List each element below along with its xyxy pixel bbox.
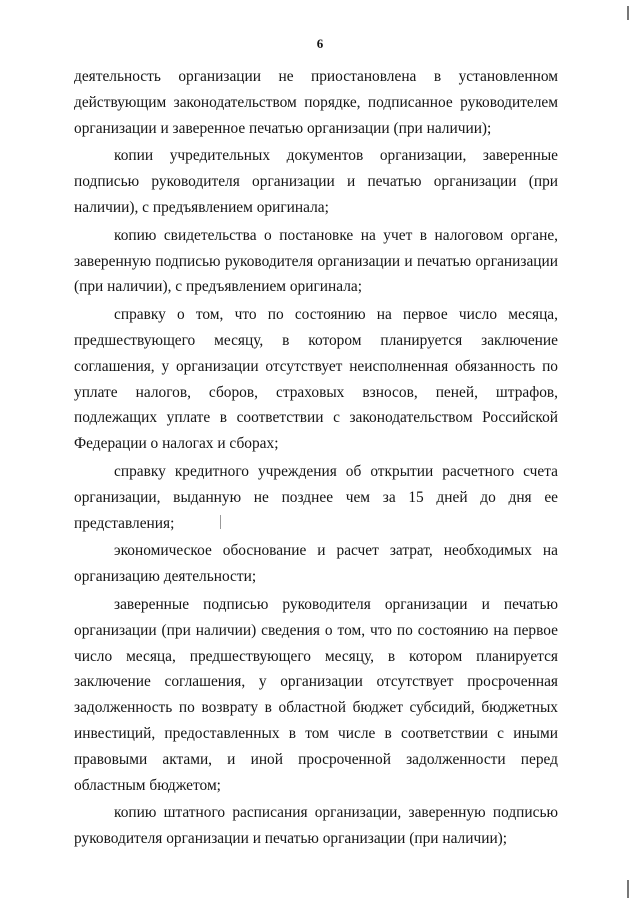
paragraph-bank-account-certificate: справку кредитного учреждения об открытии расчетного счета организации, выданную не позднее чем за 15 дней до дня ее представления;: [74, 462, 558, 532]
page-number: 6: [316, 36, 324, 51]
paragraph-charter-documents: копии учредительных документов организации, заверенные подписью руководителя организации и печатью организации (при наличии), с предъявлением оригинала;: [74, 147, 558, 216]
paragraph-staff-schedule: копию штатного расписания организации, заверенную подписью руководителя организации и печатью организации (при наличии);: [74, 804, 558, 848]
scan-speck: [220, 515, 221, 529]
paragraph-budget-debt-info: заверенные подписью руководителя организации и печатью организации (при наличии) сведения о том, что по состоянию на первое число месяца, предшествующего месяцу, в котором планируется заключение соглашения, у организации отсутствует просроченная задолженность по возврату в областной бюджет субсидий, бюджетных инвестиций, предоставленных в том числе в соответствии с иными правовыми актами, и иной просроченной задолженности перед областным бюджетом;: [74, 595, 558, 794]
scan-edge-mark: [627, 6, 629, 20]
paragraph-economic-justification: экономическое обоснование и расчет затрат, необходимых на организацию деятельности;: [74, 542, 558, 586]
paragraph-tax-registration: копию свидетельства о постановке на учет в налоговом органе, заверенную подписью руководителя организации и печатью организации (при наличии), с предъявлением оригинала;: [74, 226, 558, 296]
document-body: [74, 64, 558, 854]
scan-edge-mark: [627, 880, 629, 898]
paragraph-tax-debt-certificate: справку о том, что по состоянию на первое число месяца, предшествующего месяцу, в котором планируется заключение соглашения, у организации отсутствует неисполненная обязанность по уплате налогов, сборов, страховых взносов, пеней, штрафов, подлежащих уплате в соответствии с законодательством Российской Федерации о налогах и сборах;: [74, 306, 558, 453]
paragraph-continuation: деятельность организации не приостановлена в установленном действующим законодательством порядке, подписанное руководителем организации и заверенное печатью организации (при наличии);: [74, 68, 558, 137]
